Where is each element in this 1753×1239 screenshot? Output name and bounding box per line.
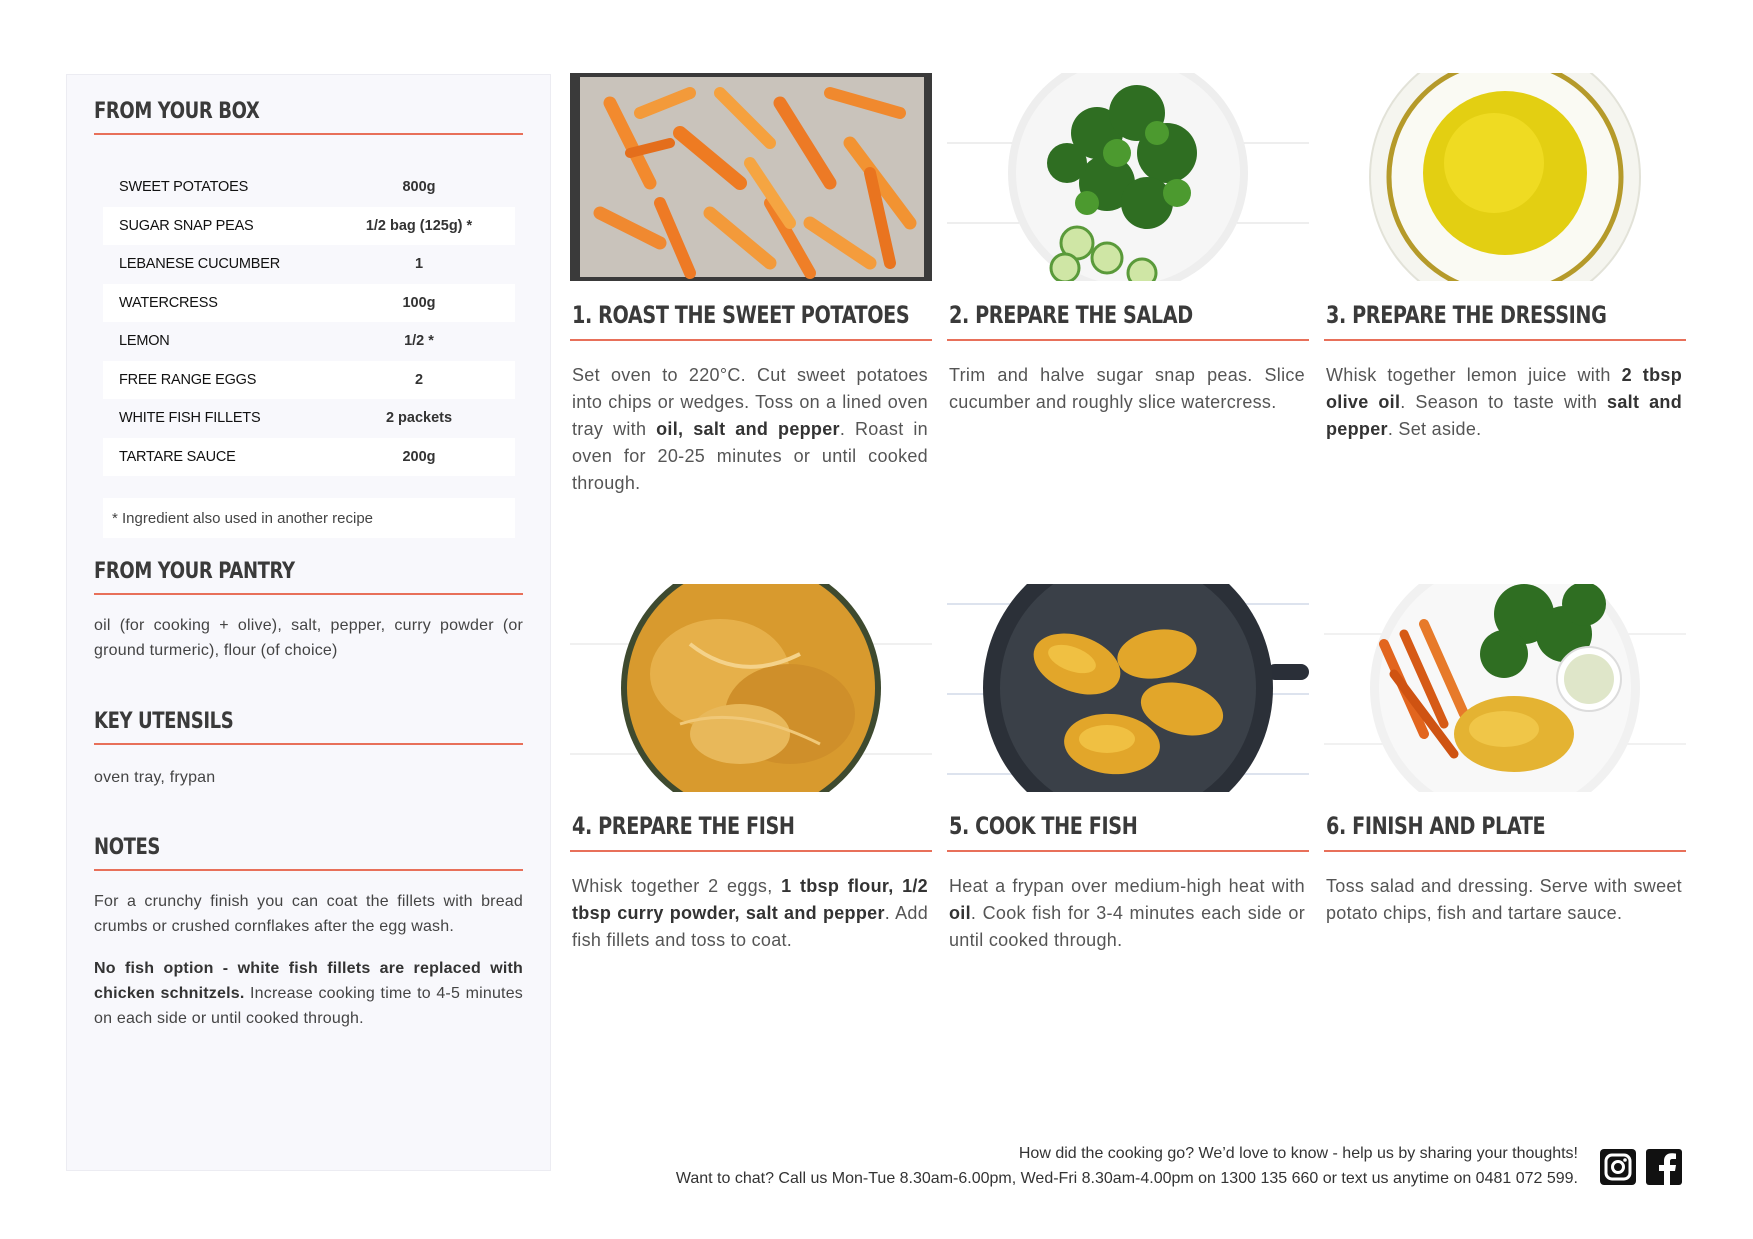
ingredient-row — [103, 245, 515, 284]
no-fish-note-bold: No fish option - white fish fillets are replaced with chicken schnitzels. — [94, 960, 523, 1002]
roast-sweet-potatoes-photo — [570, 73, 932, 281]
feedback-line: How did the cooking go? We’d love to know - help us by sharing your thoughts! — [1018, 1145, 1578, 1162]
ingredient-row — [103, 207, 515, 246]
ingredient-name: TARTARE SAUCE — [119, 448, 236, 465]
step-4 — [570, 584, 932, 1004]
step-divider — [1324, 850, 1686, 852]
ingredient-name: WATERCRESS — [119, 294, 218, 311]
cook-fish-photo — [947, 584, 1309, 792]
step-text-part: Whisk together lemon juice with — [1326, 365, 1622, 385]
step-divider — [570, 850, 932, 852]
section-divider — [94, 133, 523, 135]
step-1-title: 1. ROAST THE SWEET POTATOES — [572, 301, 910, 329]
step-text-bold: 1 tbsp flour, 1/2 tbsp curry powder, salt and pepper — [572, 876, 928, 923]
step-1-instructions — [572, 362, 928, 497]
step-3-instructions — [1326, 362, 1682, 443]
step-1 — [570, 73, 932, 513]
step-text-bold: oil, salt and pepper — [656, 419, 840, 439]
step-5 — [947, 584, 1309, 1004]
step-divider — [947, 339, 1309, 341]
notes-text: For a crunchy finish you can coat the fillets with bread crumbs or crushed cornflakes after the egg wash. — [94, 893, 523, 935]
facebook-icon[interactable] — [1646, 1149, 1682, 1185]
utensils-text: oven tray, frypan — [94, 769, 216, 786]
section-divider — [94, 869, 523, 871]
from-your-pantry-title: FROM YOUR PANTRY — [94, 559, 295, 584]
step-4-instructions — [572, 873, 928, 954]
from-your-box-title: FROM YOUR BOX — [94, 99, 260, 124]
ingredient-name: SUGAR SNAP PEAS — [119, 217, 254, 234]
contact-line: Want to chat? Call us Mon-Tue 8.30am-6.00pm, Wed-Fri 8.30am-4.00pm on 1300 135 660 or text us anytime on 0481 072 599. — [675, 1170, 1578, 1187]
prepare-dressing-photo — [1324, 73, 1686, 281]
step-2 — [947, 73, 1309, 513]
step-text-part: . Season to taste with — [1400, 392, 1608, 412]
ingredient-row — [103, 284, 515, 323]
notes-title: NOTES — [94, 835, 161, 860]
step-2-instructions — [949, 362, 1305, 416]
ingredient-row — [103, 168, 515, 207]
step-divider — [570, 339, 932, 341]
step-text-part: Toss salad and dressing. Serve with sweet potato chips, fish and tartare sauce. — [1326, 876, 1682, 923]
step-5-instructions — [949, 873, 1305, 954]
step-text-part: Trim and halve sugar snap peas. Slice cucumber and roughly slice watercress. — [949, 365, 1305, 412]
ingredient-row — [103, 322, 515, 361]
ingredient-row — [103, 361, 515, 400]
step-text-bold: salt and pepper — [1326, 392, 1683, 439]
ingredient-row — [103, 399, 515, 438]
ingredient-name: SWEET POTATOES — [119, 179, 249, 196]
step-divider — [1324, 339, 1686, 341]
ingredient-quantity: 800g — [402, 179, 436, 196]
ingredient-name: FREE RANGE EGGS — [119, 371, 257, 388]
ingredient-quantity: 2 packets — [385, 410, 453, 427]
ingredient-quantity: 1/2 bag (125g) * — [365, 217, 473, 234]
shared-ingredient-footnote: * Ingredient also used in another recipe — [103, 498, 515, 538]
ingredient-quantity: 2 — [414, 371, 424, 388]
ingredient-row — [103, 438, 515, 477]
step-text-part: . Cook fish for 3-4 minutes each side or until cooked through. — [949, 903, 1305, 950]
key-utensils-title: KEY UTENSILS — [94, 709, 234, 734]
prepare-salad-photo — [947, 73, 1309, 281]
step-6 — [1324, 584, 1686, 1004]
step-text-bold: 2 tbsp olive oil — [1326, 365, 1682, 412]
feedback-footer — [578, 1141, 1578, 1191]
pantry-text: oil (for cooking + olive), salt, pepper, curry powder (or ground turmeric), flour (of choice) — [94, 617, 523, 659]
step-text-part: Set oven to 220°C. Cut sweet potatoes into chips or wedges. Toss on a lined oven tray with — [572, 365, 928, 439]
finish-and-plate-photo — [1324, 584, 1686, 792]
step-6-title: 6. FINISH AND PLATE — [1326, 812, 1546, 840]
step-divider — [947, 850, 1309, 852]
section-divider — [94, 743, 523, 745]
step-5-title: 5. COOK THE FISH — [949, 812, 1138, 840]
ingredient-name: LEMON — [119, 333, 170, 350]
step-text-part: . Add fish fillets and toss to coat. — [572, 903, 928, 950]
step-text-bold: oil — [949, 903, 971, 923]
step-4-title: 4. PREPARE THE FISH — [572, 812, 795, 840]
ingredient-name: WHITE FISH FILLETS — [119, 410, 261, 427]
step-6-instructions — [1326, 873, 1682, 927]
step-text-part: . Set aside. — [1387, 419, 1482, 439]
step-text-part: Heat a frypan over medium-high heat with — [949, 876, 1305, 896]
ingredients-table — [103, 168, 515, 476]
ingredient-quantity: 1 — [414, 256, 424, 273]
step-3-title: 3. PREPARE THE DRESSING — [1326, 301, 1607, 329]
no-fish-note-rest: Increase cooking time to 4-5 minutes on each side or until cooked through. — [94, 985, 523, 1027]
prepare-fish-photo — [570, 584, 932, 792]
ingredient-quantity: 1/2 * — [404, 333, 434, 350]
step-text-part: Whisk together 2 eggs, — [572, 876, 782, 896]
step-text-part: . Roast in oven for 20-25 minutes or until cooked through. — [572, 419, 928, 493]
ingredient-name: LEBANESE CUCUMBER — [119, 256, 280, 273]
section-divider — [94, 593, 523, 595]
no-fish-note — [94, 956, 523, 1031]
instagram-icon[interactable] — [1600, 1149, 1636, 1185]
ingredient-quantity: 200g — [402, 448, 436, 465]
step-2-title: 2. PREPARE THE SALAD — [949, 301, 1193, 329]
ingredient-quantity: 100g — [402, 294, 436, 311]
sidebar-panel — [66, 74, 551, 1171]
step-3 — [1324, 73, 1686, 513]
